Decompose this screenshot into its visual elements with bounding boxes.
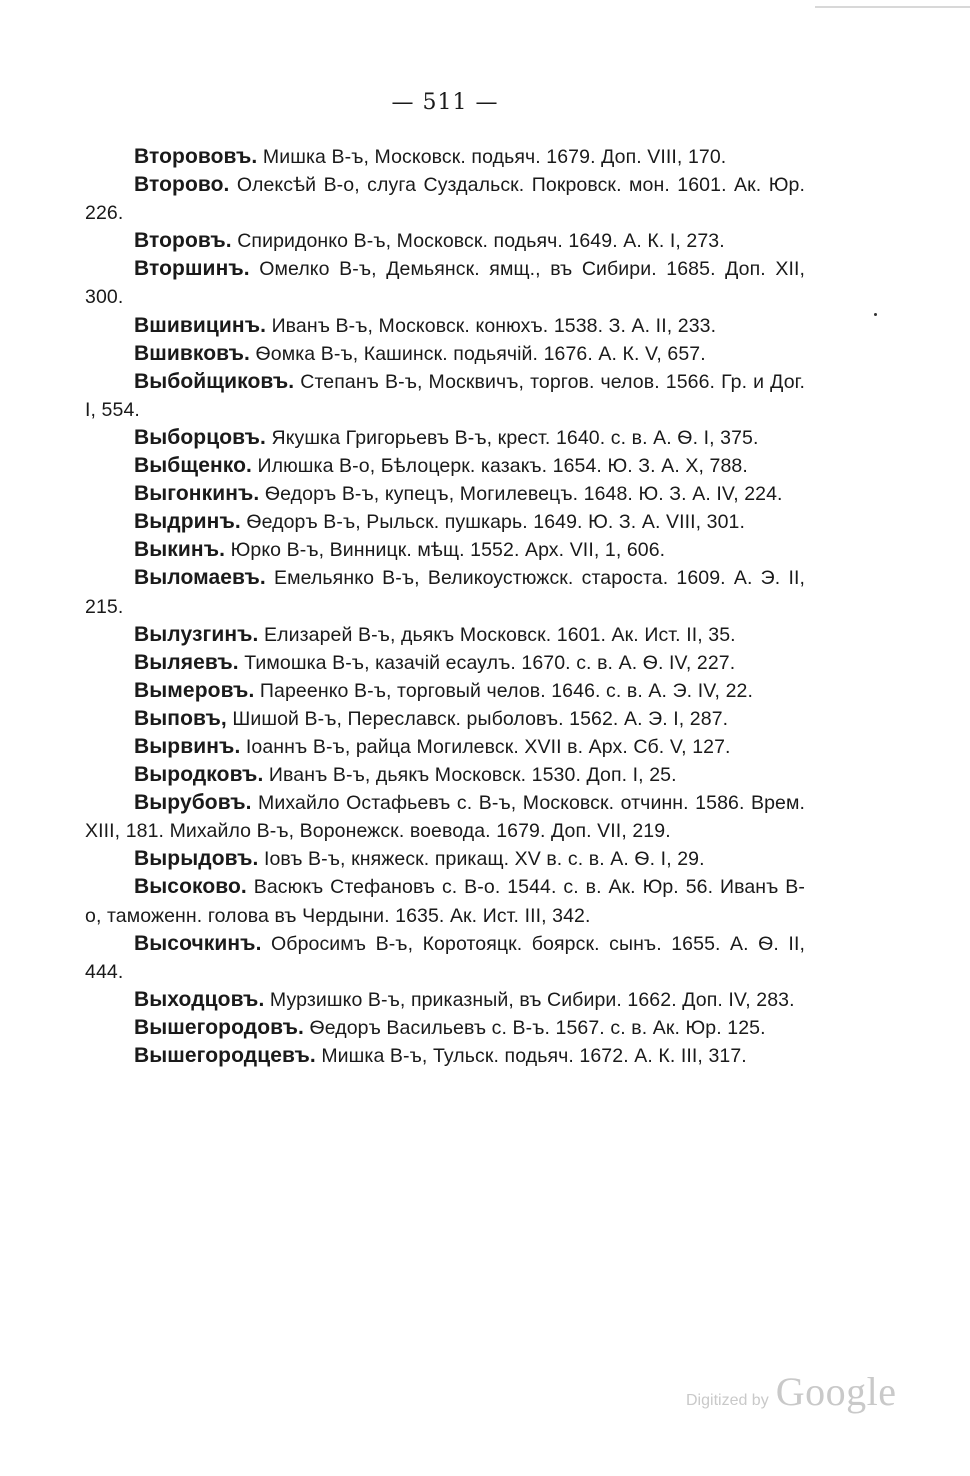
- entry-headword: Выдринъ.: [134, 510, 241, 534]
- dictionary-entry: [85, 227, 805, 255]
- dictionary-entry: [85, 677, 805, 705]
- entry-headword: Второвъ.: [134, 229, 232, 253]
- entry-text: Мурзишко В-ъ, приказный, въ Сибири. 1662. Доп. IV, 283.: [264, 988, 795, 1011]
- entry-text: Юрко В-ъ, Винницк. мѣщ. 1552. Арх. VII, 1, 606.: [225, 539, 666, 562]
- entry-headword: Выродковъ.: [134, 763, 264, 787]
- dictionary-entry: [85, 761, 805, 789]
- entry-headword: Выгонкинъ.: [134, 482, 260, 506]
- entry-text: Мишка В-ъ, Тульск. подьяч. 1672. А. К. III, 317.: [315, 1045, 747, 1067]
- ink-speck: [874, 313, 877, 316]
- dictionary-entry: [85, 480, 805, 508]
- dictionary-entry: [85, 508, 805, 536]
- entry-headword: Выбойщиковъ.: [134, 369, 295, 393]
- entry-headword: Вымеровъ.: [134, 678, 255, 702]
- entry-text: Іоаннъ В-ъ, райца Могилевск. XVII в. Арх. Сб. V, 127.: [240, 735, 731, 758]
- dictionary-entry: [85, 705, 805, 733]
- dictionary-entry: [85, 733, 805, 761]
- entry-text: Омелко В-ъ, Демьянск. ямщ., въ Сибири. 1685. Доп. XII, 300.: [85, 258, 805, 309]
- dictionary-entries: [85, 143, 805, 1070]
- dictionary-entry: [85, 1042, 805, 1070]
- book-page: [85, 86, 805, 1070]
- entry-headword: Вылузгинъ.: [134, 622, 259, 646]
- watermark-prefix: Digitized by: [686, 1392, 769, 1409]
- entry-headword: Второво.: [134, 173, 230, 197]
- entry-headword: Вшивковъ.: [134, 341, 250, 365]
- entry-headword: Вышегородцевъ.: [134, 1044, 316, 1067]
- dictionary-entry: [85, 255, 805, 311]
- dictionary-entry: [85, 564, 805, 620]
- entry-text: Емельянко В-ъ, Великоустюжск. староста. 1609. А. Э. II, 215.: [85, 567, 805, 618]
- entry-text: Якушка Григорьевъ В-ъ, крест. 1640. с. в. А. Ѳ. I, 375.: [266, 426, 759, 449]
- entry-headword: Выломаевъ.: [134, 566, 266, 590]
- entry-text: Пареенко В-ъ, торговый челов. 1646. с. в. А. Э. IV, 22.: [254, 679, 753, 702]
- entry-text: Елизарей В-ъ, дьякъ Московск. 1601. Ак. Ист. II, 35.: [258, 623, 736, 646]
- entry-text: Иванъ В-ъ, Московск. конюхъ. 1538. З. А. II, 233.: [266, 314, 717, 337]
- entry-text: Васюкъ Стефановъ с. В-о. 1544. с. в. Ак. Юр. 56. Иванъ В-о, таможенн. голова въ Чердыни. 1635. Ак. Ист. III, 342.: [85, 876, 805, 927]
- dictionary-entry: [85, 171, 805, 227]
- dictionary-entry: [85, 452, 805, 480]
- dictionary-entry: [85, 873, 805, 929]
- dictionary-entry: [85, 368, 805, 424]
- entry-text: Обросимъ В-ъ, Коротояцк. боярск. сынъ. 1655. А. Ѳ. II, 444.: [85, 932, 805, 983]
- entry-headword: Выляевъ.: [134, 650, 239, 674]
- dictionary-entry: [85, 340, 805, 368]
- entry-headword: Вышегородовъ.: [134, 1015, 304, 1039]
- entry-text: Спиридонко В-ъ, Московск. подьяч. 1649. А. К. I, 273.: [231, 230, 725, 253]
- entry-headword: Выборцовъ.: [134, 425, 266, 449]
- entry-text: Степанъ В-ъ, Москвичъ, торгов. челов. 1566. Гр. и Дог. I, 554.: [85, 370, 805, 421]
- entry-text: Иванъ В-ъ, дьякъ Московск. 1530. Доп. I, 25.: [263, 764, 677, 787]
- entry-text: Ѳедоръ В-ъ, купецъ, Могилевецъ. 1648. Ю. З. А. IV, 224.: [259, 483, 783, 506]
- entry-headword: Вторшинъ.: [134, 257, 250, 281]
- entry-text: Іовъ В-ъ, княжеск. прикащ. XV в. с. в. А. Ѳ. I, 29.: [258, 848, 705, 871]
- dictionary-entry: [85, 536, 805, 564]
- entry-text: Ѳедоръ Васильевъ с. В-ъ. 1567. с. в. Ак. Юр. 125.: [303, 1016, 766, 1039]
- entry-headword: Вырвинъ.: [134, 734, 241, 758]
- dictionary-entry: [85, 845, 805, 873]
- entry-headword: Вторововъ.: [134, 145, 258, 168]
- entry-text: Тимошка В-ъ, казачій есаулъ. 1670. с. в. А. Ѳ. IV, 227.: [238, 651, 736, 674]
- dictionary-entry: [85, 930, 805, 986]
- entry-headword: Вырыдовъ.: [134, 847, 259, 871]
- entry-text: Ѳедоръ В-ъ, Рыльск. пушкарь. 1649. Ю. З. А. VIII, 301.: [240, 511, 746, 534]
- entry-text: Шишой В-ъ, Переславск. рыболовъ. 1562. А. Э. I, 287.: [226, 707, 729, 730]
- entry-headword: Выповъ,: [134, 706, 227, 730]
- entry-text: Олексѣй В-о, слуга Суздальск. Покровск. мон. 1601. Ак. Юр. 226.: [85, 174, 805, 225]
- entry-headword: Выходцовъ.: [134, 987, 265, 1011]
- entry-text: Михайло Остафьевъ с. В-ъ, Московск. отчинн. 1586. Врем. XIII, 181. Михайло В-ъ, Воронежск. воевода. 1679. Доп. VII, 219.: [85, 792, 805, 843]
- dictionary-entry: [85, 789, 805, 845]
- dictionary-entry: [85, 424, 805, 452]
- page-number: — 511 —: [391, 90, 499, 115]
- entry-headword: Выкинъ.: [134, 538, 226, 562]
- top-edge-rule: [815, 6, 970, 8]
- entry-headword: Выбщенко.: [134, 454, 252, 478]
- entry-text: Ѳомка В-ъ, Кашинск. подьячій. 1676. А. К. V, 657.: [249, 342, 706, 365]
- dictionary-entry: [85, 1014, 805, 1042]
- entry-headword: Вырубовъ.: [134, 791, 252, 815]
- dictionary-entry: [85, 986, 805, 1014]
- entry-text: Илюшка В-о, Бѣлоцерк. казакъ. 1654. Ю. З. А. X, 788.: [251, 455, 748, 478]
- entry-headword: Высоково.: [134, 875, 247, 899]
- entry-text: Мишка В-ъ, Московск. подьяч. 1679. Доп. VIII, 170.: [257, 146, 727, 168]
- dictionary-entry: [85, 312, 805, 340]
- dictionary-entry: [85, 143, 805, 171]
- entry-headword: Высочкинъ.: [134, 931, 262, 955]
- dictionary-entry: [85, 621, 805, 649]
- dictionary-entry: [85, 649, 805, 677]
- entry-headword: Вшивицинъ.: [134, 313, 267, 337]
- watermark-brand-logo: Google: [775, 1369, 897, 1414]
- digitized-by-watermark: [686, 1368, 896, 1415]
